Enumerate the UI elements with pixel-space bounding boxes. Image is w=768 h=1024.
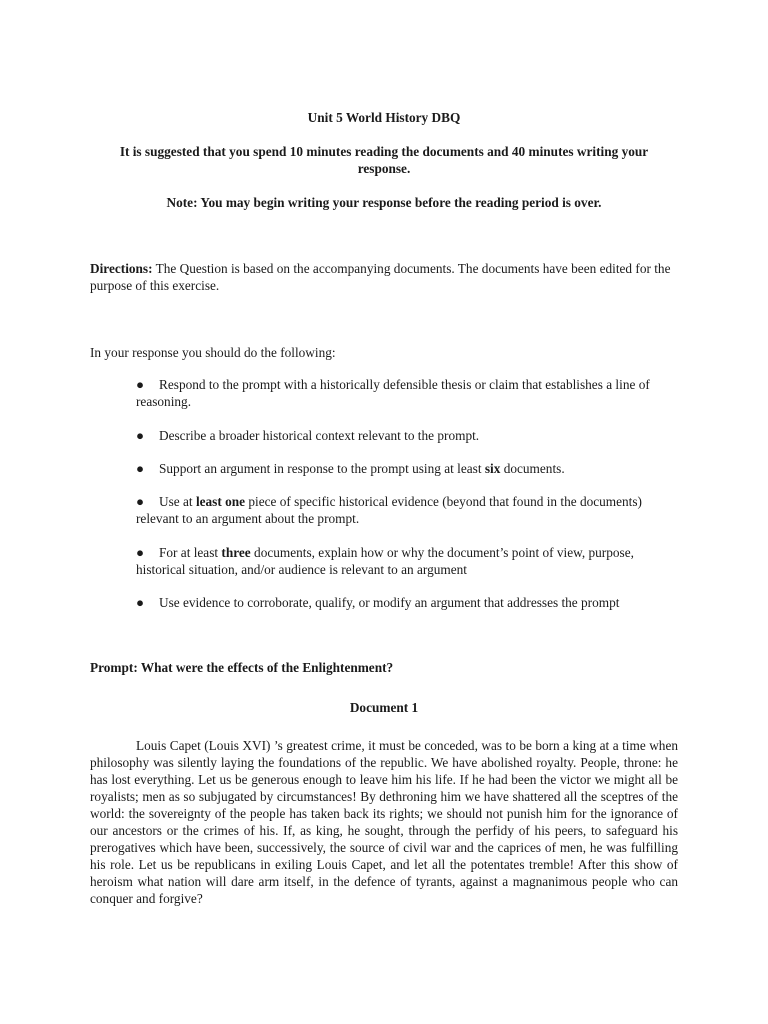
list-item xyxy=(136,594,680,611)
bullet-icon: ● xyxy=(136,595,145,610)
essay-prompt: Prompt: What were the effects of the Enlightenment? xyxy=(90,660,394,675)
list-item xyxy=(136,427,680,444)
list-item-text: For at least xyxy=(159,545,222,560)
directions-text: The Question is based on the accompanying documents. The documents have been edited for the purpose of this exercise. xyxy=(90,261,671,293)
list-item xyxy=(136,493,680,527)
directions-paragraph xyxy=(90,260,680,294)
list-item-text: Describe a broader historical context relevant to the prompt. xyxy=(159,428,480,443)
list-item-text: piece of specific historical evidence (beyond that found in the documents) relevant to an argument about the prompt. xyxy=(136,494,642,526)
list-item xyxy=(136,460,680,477)
list-item-text: Use evidence to corroborate, qualify, or modify an argument that addresses the prompt xyxy=(159,595,620,610)
bullet-icon: ● xyxy=(136,494,145,509)
list-item-text: Support an argument in response to the prompt using at least xyxy=(159,461,485,476)
time-suggestion: It is suggested that you spend 10 minutes reading the documents and 40 minutes writing your response. xyxy=(119,144,649,176)
document-1-heading: Document 1 xyxy=(349,700,419,715)
document-title: Unit 5 World History DBQ xyxy=(307,110,461,125)
list-item-text: Respond to the prompt with a historically defensible thesis or claim that establishes a line of reasoning. xyxy=(136,377,650,409)
document-1-body: Louis Capet (Louis XVI) ’s greatest crime, it must be conceded, was to be born a king at a time when philosophy was silently laying the foundations of the republic. We have abolished royalty. People, throne: he has lost everything. Let us be generous enough to leave him his life. If he had been the victor we might all be royalists; men as so subjugated by circumstances! By dethroning him we have shattered all the sceptres of the world: the sovereignty of the people has taken back its rights; we should not punish him for the ignorance of our ancestors or the crimes of his. If, as king, he sought, through the perfidy of his peers, to safeguard his prerogatives which have been, successively, the source of civil war and the caprices of men, he was fulfilling his role. Let us be republicans in exiling Louis Capet, and let all the potentates tremble! After this show of heroism what nation will dare arm itself, in the defence of tyrants, against a magnanimous people who can conquer and forgive? xyxy=(90,738,678,906)
directions-label: Directions: xyxy=(90,261,153,276)
list-item-text: documents, explain how or why the document’s point of view, purpose, historical situation, and/or audience is relevant to an argument xyxy=(136,545,634,577)
bullet-icon: ● xyxy=(136,428,145,443)
list-item-emphasis: least one xyxy=(195,494,246,509)
reading-note: Note: You may begin writing your response before the reading period is over. xyxy=(166,195,602,210)
bullet-icon: ● xyxy=(136,545,145,560)
bullet-icon: ● xyxy=(136,461,145,476)
list-item-emphasis: six xyxy=(484,461,501,476)
list-item-emphasis: three xyxy=(221,545,251,560)
bullet-icon: ● xyxy=(136,377,145,392)
instructions-intro: In your response you should do the following: xyxy=(90,345,336,360)
list-item xyxy=(136,376,680,410)
list-item-text: documents. xyxy=(500,461,565,476)
list-item xyxy=(136,544,680,578)
list-item-text: Use at xyxy=(159,494,196,509)
